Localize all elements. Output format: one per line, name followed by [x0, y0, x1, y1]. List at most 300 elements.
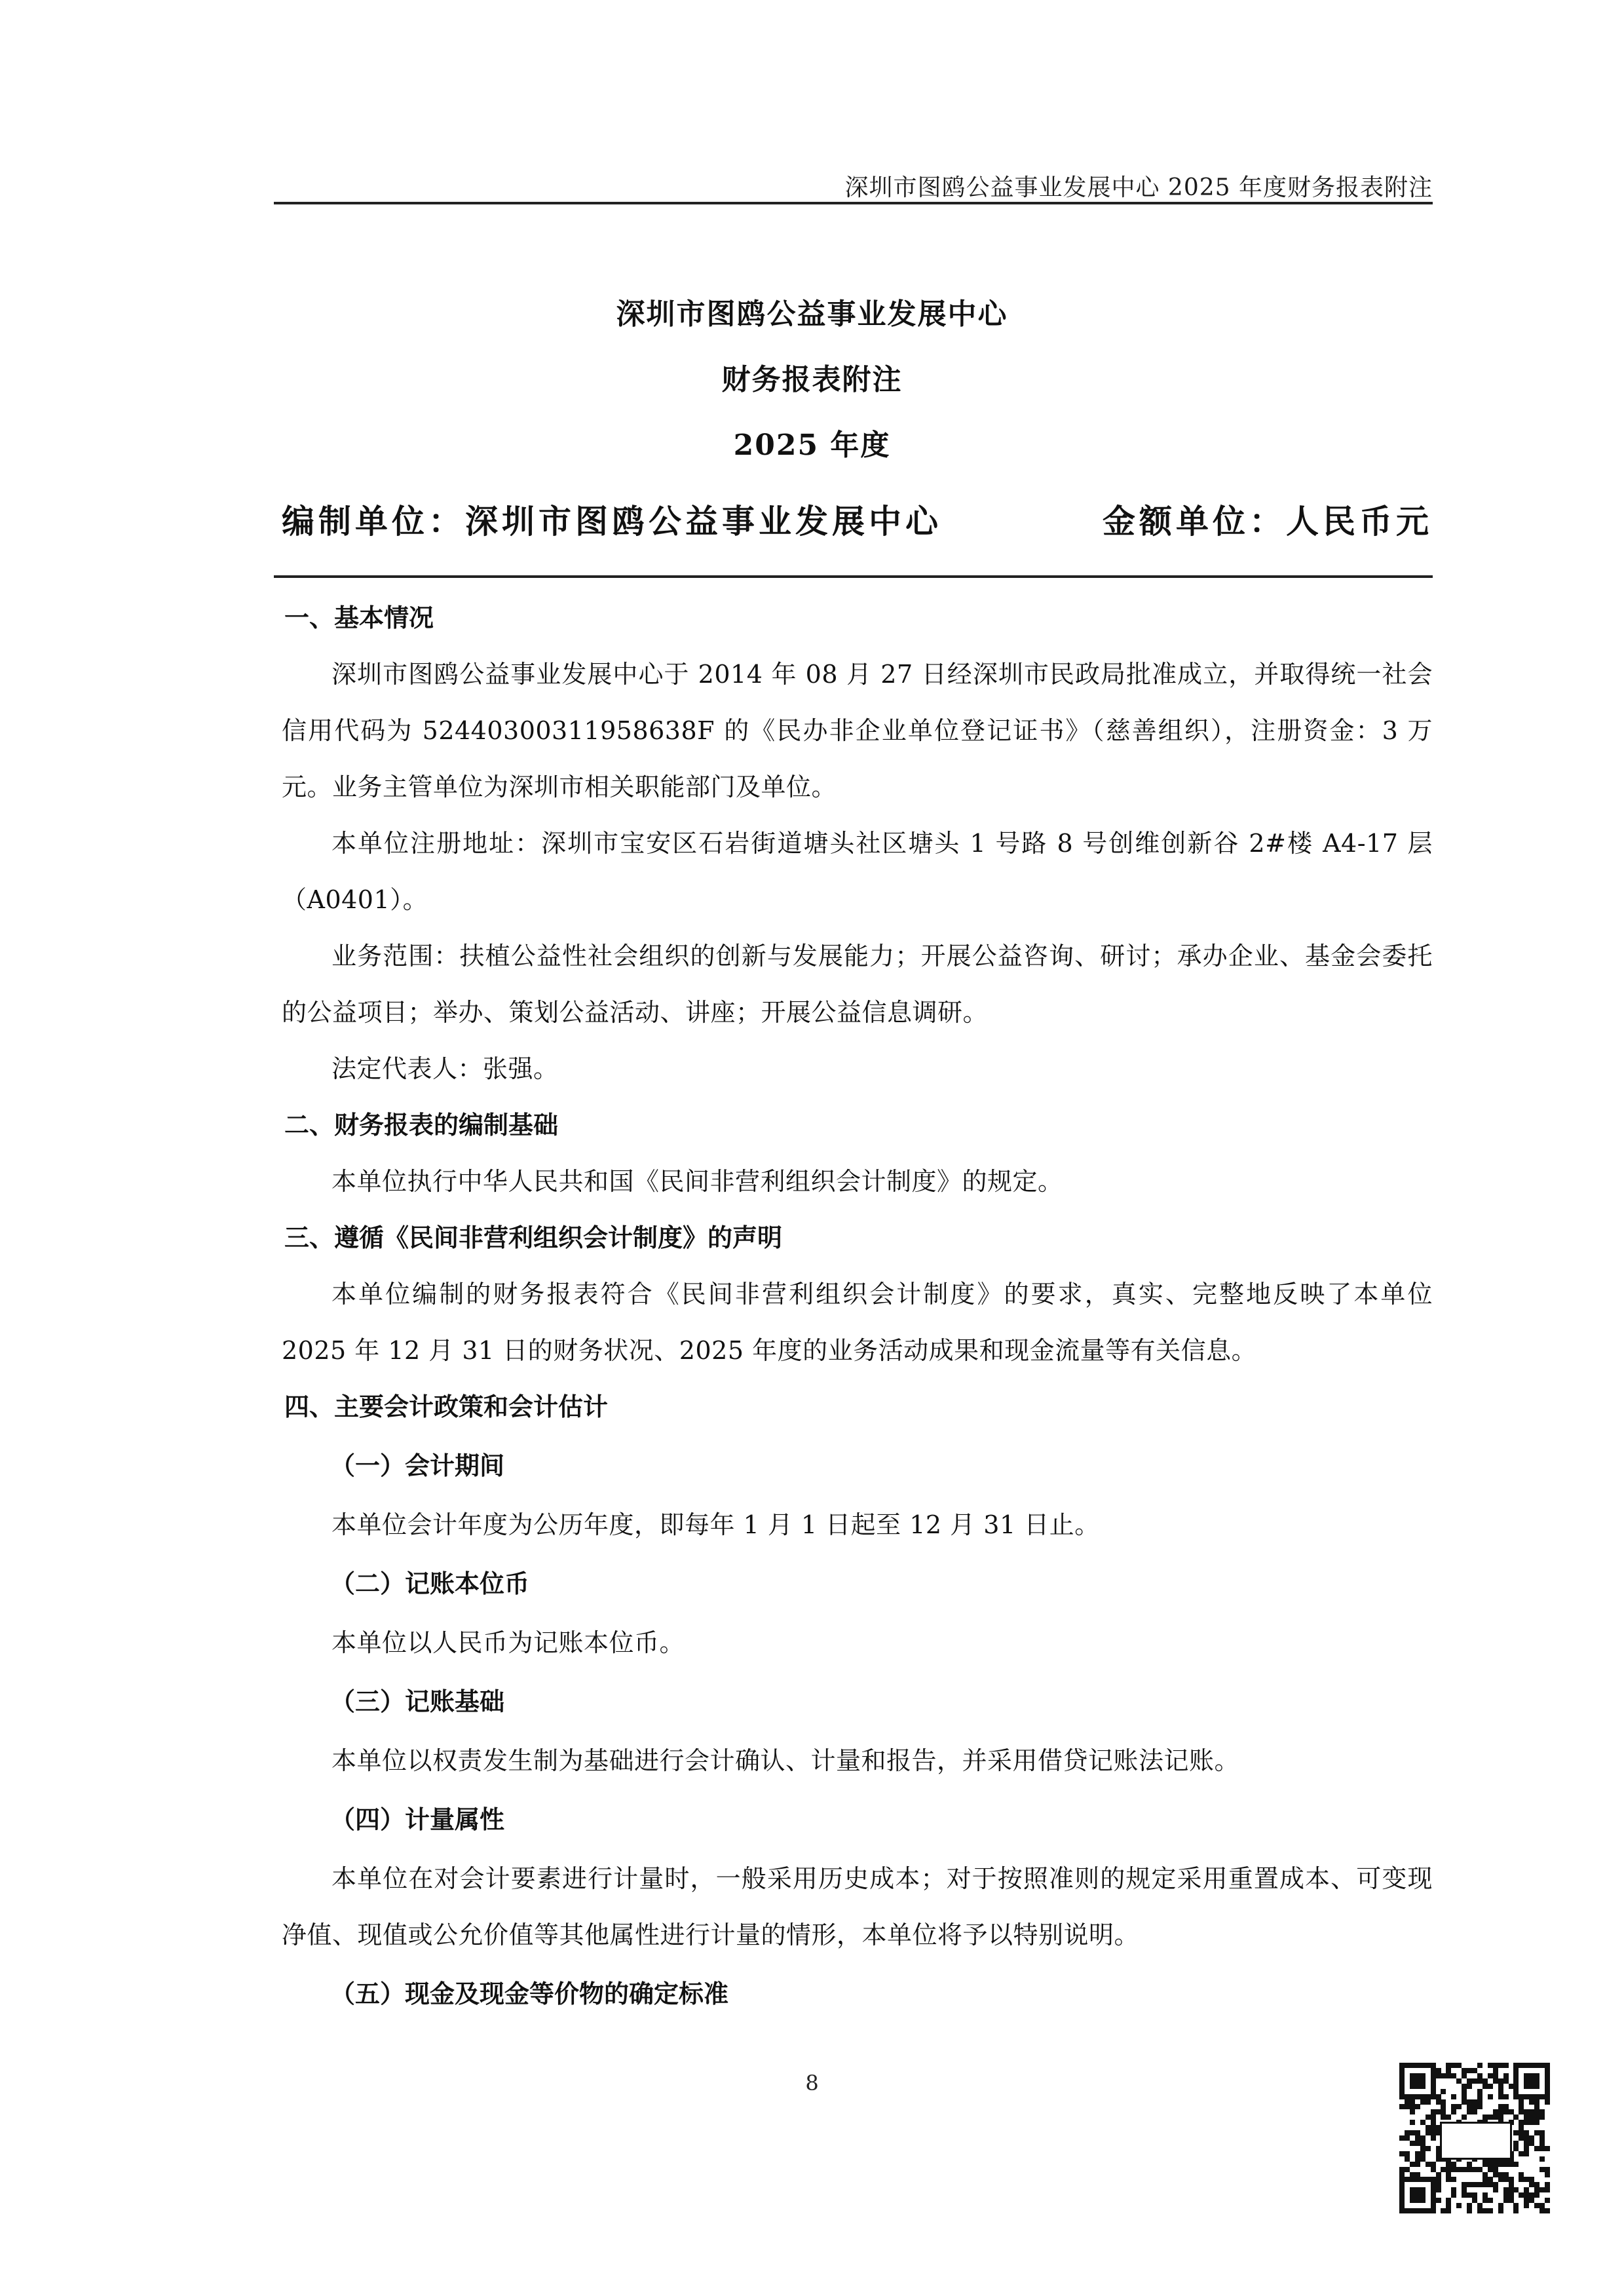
qr-module [1477, 2167, 1482, 2172]
qr-module [1431, 2203, 1436, 2208]
qr-module [1451, 2104, 1456, 2109]
qr-module [1436, 2073, 1441, 2078]
qr-module [1529, 2198, 1534, 2203]
qr-module [1493, 2109, 1498, 2114]
qr-module [1431, 2084, 1436, 2089]
qr-module [1446, 2073, 1451, 2078]
qr-module [1477, 2208, 1482, 2213]
qr-module [1509, 2198, 1514, 2203]
qr-module [1488, 2063, 1493, 2068]
qr-module [1498, 2114, 1503, 2120]
qr-module [1493, 2167, 1498, 2172]
qr-module [1405, 2099, 1410, 2105]
qr-module [1399, 2068, 1405, 2073]
qr-module [1467, 2109, 1472, 2114]
qr-module [1420, 2099, 1426, 2105]
qr-module [1524, 2094, 1529, 2099]
qr-module [1545, 2073, 1550, 2078]
qr-module [1545, 2182, 1550, 2187]
qr-module [1529, 2094, 1534, 2099]
qr-module [1436, 2177, 1441, 2182]
qr-module [1415, 2156, 1420, 2162]
qr-module [1513, 2146, 1519, 2151]
qr-module [1446, 2172, 1451, 2177]
qr-module [1426, 2146, 1431, 2151]
qr-module [1498, 2089, 1503, 2094]
qr-module [1410, 2099, 1415, 2105]
qr-module [1524, 2146, 1529, 2151]
qr-module [1477, 2203, 1482, 2208]
qr-module [1519, 2104, 1524, 2109]
qr-module [1399, 2135, 1405, 2141]
qr-module [1451, 2073, 1456, 2078]
qr-module [1513, 2073, 1519, 2078]
qr-module [1446, 2203, 1451, 2208]
qr-module [1534, 2073, 1539, 2078]
qr-module [1415, 2172, 1420, 2177]
qr-module [1477, 2104, 1482, 2109]
qr-module [1524, 2203, 1529, 2208]
qr-module [1405, 2104, 1410, 2109]
qr-module [1441, 2099, 1446, 2105]
qr-module [1503, 2192, 1509, 2198]
qr-module [1431, 2208, 1436, 2213]
qr-module [1477, 2094, 1482, 2099]
qr-module [1498, 2162, 1503, 2167]
qr-module [1545, 2167, 1550, 2172]
qr-module [1482, 2172, 1488, 2177]
qr-module [1493, 2187, 1498, 2192]
qr-module [1472, 2109, 1477, 2114]
qr-module [1472, 2167, 1477, 2172]
qr-module [1441, 2089, 1446, 2094]
qr-module [1509, 2084, 1514, 2089]
qr-module [1503, 2109, 1509, 2114]
qr-module [1410, 2141, 1415, 2146]
qr-module [1462, 2114, 1467, 2120]
qr-module [1534, 2120, 1539, 2125]
qr-module [1399, 2177, 1405, 2182]
paragraph: 本单位在对会计要素进行计量时，一般采用历史成本；对于按照准则的规定采用重置成本、可变现净值、现值或公允价值等其他属性进行计量的情形，本单位将予以特别说明。 [282, 1864, 1433, 1949]
qr-module [1482, 2177, 1488, 2182]
qr-module [1498, 2063, 1503, 2068]
qr-module [1493, 2162, 1498, 2167]
qr-module [1482, 2198, 1488, 2203]
qr-module [1503, 2187, 1509, 2192]
qr-module [1456, 2167, 1462, 2172]
qr-module [1436, 2182, 1441, 2187]
qr-module [1534, 2182, 1539, 2187]
qr-module [1534, 2109, 1539, 2114]
qr-module [1529, 2135, 1534, 2141]
currency-unit: 金额单位：人民币元 [1103, 503, 1433, 541]
qr-module [1545, 2208, 1550, 2213]
qr-module [1462, 2099, 1467, 2105]
qr-module [1431, 2078, 1436, 2084]
qr-module [1415, 2063, 1420, 2068]
qr-module [1405, 2151, 1410, 2156]
qr-module [1426, 2094, 1431, 2099]
qr-module [1420, 2135, 1426, 2141]
qr-module [1420, 2094, 1426, 2099]
qr-module [1524, 2130, 1529, 2135]
qr-module [1524, 2109, 1529, 2114]
qr-module [1545, 2063, 1550, 2068]
qr-module [1482, 2208, 1488, 2213]
qr-module [1472, 2068, 1477, 2073]
qr-module [1529, 2109, 1534, 2114]
qr-module [1399, 2078, 1405, 2084]
qr-module [1431, 2068, 1436, 2073]
qr-module [1477, 2182, 1482, 2187]
qr-module [1399, 2151, 1405, 2156]
qr-module [1472, 2182, 1477, 2187]
section-heading: 四、主要会计政策和会计估计 [284, 1392, 609, 1421]
qr-module [1524, 2187, 1529, 2192]
qr-module [1498, 2084, 1503, 2089]
qr-module [1467, 2192, 1472, 2198]
subsection-heading: （四）计量属性 [330, 1805, 505, 1834]
title-block [0, 282, 1624, 478]
qr-module [1503, 2063, 1509, 2068]
qr-module [1441, 2109, 1446, 2114]
qr-module [1545, 2099, 1550, 2105]
qr-module [1498, 2177, 1503, 2182]
qr-module [1431, 2182, 1436, 2187]
qr-module [1446, 2162, 1451, 2167]
qr-module [1436, 2094, 1441, 2099]
qr-module [1451, 2162, 1456, 2167]
qr-module [1462, 2084, 1467, 2089]
qr-module [1509, 2109, 1514, 2114]
qr-module [1545, 2187, 1550, 2192]
qr-module [1451, 2192, 1456, 2198]
section-heading: 三、遵循《民间非营利组织会计制度》的声明 [284, 1223, 783, 1252]
qr-module [1539, 2187, 1545, 2192]
qr-module [1503, 2104, 1509, 2109]
qr-module [1519, 2177, 1524, 2182]
qr-module [1524, 2073, 1529, 2078]
qr-module [1451, 2063, 1456, 2068]
qr-module [1399, 2182, 1405, 2187]
subsection-heading: （三）记账基础 [330, 1687, 505, 1716]
qr-module [1545, 2146, 1550, 2151]
qr-module [1498, 2172, 1503, 2177]
header-rule [274, 202, 1433, 204]
qr-module [1488, 2167, 1493, 2172]
qr-module [1420, 2208, 1426, 2213]
qr-module [1415, 2177, 1420, 2182]
qr-module [1524, 2120, 1529, 2125]
qr-module [1426, 2177, 1431, 2182]
qr-module [1534, 2094, 1539, 2099]
qr-module [1446, 2198, 1451, 2203]
qr-module [1451, 2187, 1456, 2192]
qr-module [1405, 2167, 1410, 2172]
qr-module [1420, 2192, 1426, 2198]
qr-module [1436, 2187, 1441, 2192]
subsection-heading: （二）记账本位币 [330, 1569, 530, 1598]
qr-module [1493, 2068, 1498, 2073]
qr-module [1426, 2114, 1431, 2120]
qr-module [1545, 2078, 1550, 2084]
qr-module [1426, 2162, 1431, 2167]
qr-module [1524, 2192, 1529, 2198]
qr-module [1503, 2094, 1509, 2099]
qr-module [1545, 2172, 1550, 2177]
qr-module [1519, 2192, 1524, 2198]
qr-module [1539, 2141, 1545, 2146]
qr-module [1426, 2063, 1431, 2068]
qr-module [1539, 2156, 1545, 2162]
qr-module [1498, 2104, 1503, 2109]
qr-module [1431, 2135, 1436, 2141]
qr-module [1529, 2099, 1534, 2105]
qr-module [1410, 2063, 1415, 2068]
qr-module [1426, 2125, 1431, 2130]
qr-module [1529, 2177, 1534, 2182]
qr-module [1482, 2162, 1488, 2167]
qr-module [1545, 2198, 1550, 2203]
qr-module [1431, 2114, 1436, 2120]
qr-module [1451, 2094, 1456, 2099]
qr-module [1488, 2162, 1493, 2167]
qr-module [1534, 2084, 1539, 2089]
qr-module [1415, 2130, 1420, 2135]
qr-module [1410, 2120, 1415, 2125]
qr-module [1441, 2208, 1446, 2213]
qr-module [1436, 2109, 1441, 2114]
qr-module [1399, 2208, 1405, 2213]
qr-module [1431, 2177, 1436, 2182]
qr-module [1513, 2203, 1519, 2208]
qr-module [1534, 2130, 1539, 2135]
qr-module [1441, 2114, 1446, 2120]
title-year: 2025 年度 [733, 429, 891, 462]
qr-module [1539, 2063, 1545, 2068]
qr-module [1431, 2167, 1436, 2172]
qr-module [1477, 2063, 1482, 2068]
qr-module [1524, 2078, 1529, 2084]
qr-module [1539, 2146, 1545, 2151]
qr-module [1519, 2094, 1524, 2099]
qr-module [1534, 2114, 1539, 2120]
subsection-heading: （五）现金及现金等价物的确定标准 [330, 1980, 729, 2008]
qr-module [1534, 2063, 1539, 2068]
qr-module [1415, 2135, 1420, 2141]
subsection-heading: （一）会计期间 [330, 1451, 505, 1480]
qr-module [1446, 2208, 1451, 2213]
qr-module [1467, 2167, 1472, 2172]
qr-module [1519, 2099, 1524, 2105]
qr-module [1503, 2078, 1509, 2084]
qr-module [1524, 2135, 1529, 2141]
qr-module [1493, 2073, 1498, 2078]
qr-module [1420, 2156, 1426, 2162]
qr-module [1410, 2177, 1415, 2182]
qr-module [1477, 2089, 1482, 2094]
qr-module [1431, 2198, 1436, 2203]
qr-module [1482, 2084, 1488, 2089]
qr-module [1524, 2151, 1529, 2156]
qr-module [1456, 2063, 1462, 2068]
qr-module [1488, 2094, 1493, 2099]
qr-module [1456, 2203, 1462, 2208]
qr-code-center-mark [1440, 2122, 1512, 2160]
paragraph: 本单位执行中华人民共和国《民间非营利组织会计制度》的规定。 [331, 1167, 1063, 1196]
qr-module [1539, 2208, 1545, 2213]
qr-module [1431, 2063, 1436, 2068]
qr-module [1405, 2208, 1410, 2213]
qr-module [1451, 2109, 1456, 2114]
qr-module [1456, 2104, 1462, 2109]
qr-module [1420, 2187, 1426, 2192]
qr-module [1539, 2130, 1545, 2135]
qr-module [1410, 2172, 1415, 2177]
qr-module [1493, 2172, 1498, 2177]
qr-module [1503, 2073, 1509, 2078]
qr-module [1534, 2192, 1539, 2198]
qr-module [1519, 2125, 1524, 2130]
section-heading: 二、财务报表的编制基础 [284, 1111, 559, 1139]
qr-module [1519, 2063, 1524, 2068]
qr-module [1415, 2104, 1420, 2109]
qr-module [1539, 2203, 1545, 2208]
qr-module [1472, 2099, 1477, 2105]
qr-module [1431, 2192, 1436, 2198]
qr-module [1399, 2198, 1405, 2203]
qr-module [1519, 2172, 1524, 2177]
qr-module [1446, 2177, 1451, 2182]
qr-module [1410, 2192, 1415, 2198]
qr-module [1431, 2187, 1436, 2192]
qr-module [1410, 2162, 1415, 2167]
qr-module [1482, 2192, 1488, 2198]
qr-module [1482, 2078, 1488, 2084]
qr-module [1431, 2094, 1436, 2099]
qr-module [1399, 2203, 1405, 2208]
qr-module [1446, 2063, 1451, 2068]
qr-module [1415, 2192, 1420, 2198]
qr-module [1426, 2208, 1431, 2213]
qr-module [1410, 2198, 1415, 2203]
qr-module [1503, 2172, 1509, 2177]
qr-module [1399, 2192, 1405, 2198]
qr-module [1420, 2146, 1426, 2151]
qr-module [1534, 2078, 1539, 2084]
qr-module [1529, 2114, 1534, 2120]
qr-module [1493, 2078, 1498, 2084]
qr-module [1488, 2073, 1493, 2078]
qr-module [1519, 2151, 1524, 2156]
title-org: 深圳市图鸥公益事业发展中心 [616, 297, 1008, 331]
qr-module [1462, 2089, 1467, 2094]
qr-module [1467, 2099, 1472, 2105]
qr-module [1410, 2104, 1415, 2109]
qr-module [1415, 2078, 1420, 2084]
qr-module [1431, 2073, 1436, 2078]
qr-module [1415, 2084, 1420, 2089]
qr-module [1519, 2120, 1524, 2125]
qr-module [1399, 2187, 1405, 2192]
qr-module [1420, 2177, 1426, 2182]
qr-module [1420, 2198, 1426, 2203]
qr-module [1405, 2177, 1410, 2182]
qr-module [1488, 2177, 1493, 2182]
qr-module [1405, 2156, 1410, 2162]
qr-module [1477, 2073, 1482, 2078]
qr-module [1399, 2167, 1405, 2172]
qr-module [1431, 2162, 1436, 2167]
qr-module [1545, 2094, 1550, 2099]
qr-module [1539, 2094, 1545, 2099]
qr-module [1420, 2120, 1426, 2125]
qr-module [1431, 2089, 1436, 2094]
qr-module [1420, 2141, 1426, 2146]
qr-module [1420, 2073, 1426, 2078]
qr-module [1410, 2084, 1415, 2089]
qr-module [1513, 2078, 1519, 2084]
qr-module [1482, 2114, 1488, 2120]
qr-module [1462, 2182, 1467, 2187]
qr-module [1513, 2094, 1519, 2099]
qr-module [1456, 2078, 1462, 2084]
qr-module [1488, 2114, 1493, 2120]
paragraph: 业务范围：扶植公益性社会组织的创新与发展能力；开展公益咨询、研讨；承办企业、基金会委托的公益项目；举办、策划公益活动、讲座；开展公益信息调研。 [282, 942, 1433, 1027]
qr-module [1488, 2198, 1493, 2203]
qr-module [1539, 2109, 1545, 2114]
qr-module [1534, 2104, 1539, 2109]
qr-module [1467, 2203, 1472, 2208]
qr-module [1509, 2162, 1514, 2167]
qr-module [1410, 2078, 1415, 2084]
paragraph: 本单位会计年度为公历年度，即每年 1 月 1 日起至 12 月 31 日止。 [331, 1510, 1100, 1539]
qr-module [1529, 2182, 1534, 2187]
qr-module [1513, 2089, 1519, 2094]
qr-module [1441, 2167, 1446, 2172]
qr-module [1436, 2068, 1441, 2073]
qr-module [1431, 2125, 1436, 2130]
qr-module [1472, 2198, 1477, 2203]
qr-module [1426, 2099, 1431, 2105]
qr-module [1467, 2078, 1472, 2084]
qr-module [1451, 2167, 1456, 2172]
qr-module [1498, 2203, 1503, 2208]
qr-module [1467, 2208, 1472, 2213]
qr-module [1529, 2063, 1534, 2068]
qr-module [1420, 2084, 1426, 2089]
qr-module [1534, 2146, 1539, 2151]
qr-module [1509, 2182, 1514, 2187]
qr-module [1529, 2084, 1534, 2089]
qr-module [1399, 2089, 1405, 2094]
qr-module [1519, 2109, 1524, 2114]
qr-module [1529, 2078, 1534, 2084]
qr-module [1415, 2073, 1420, 2078]
section-heading: 一、基本情况 [284, 603, 434, 632]
qr-module [1399, 2084, 1405, 2089]
qr-module [1405, 2135, 1410, 2141]
qr-module [1493, 2063, 1498, 2068]
compiler-rule [274, 575, 1433, 578]
qr-module [1410, 2094, 1415, 2099]
qr-module [1441, 2073, 1446, 2078]
qr-module [1415, 2162, 1420, 2167]
qr-module [1488, 2208, 1493, 2213]
qr-module [1472, 2078, 1477, 2084]
qr-module [1513, 2187, 1519, 2192]
qr-module [1462, 2073, 1467, 2078]
